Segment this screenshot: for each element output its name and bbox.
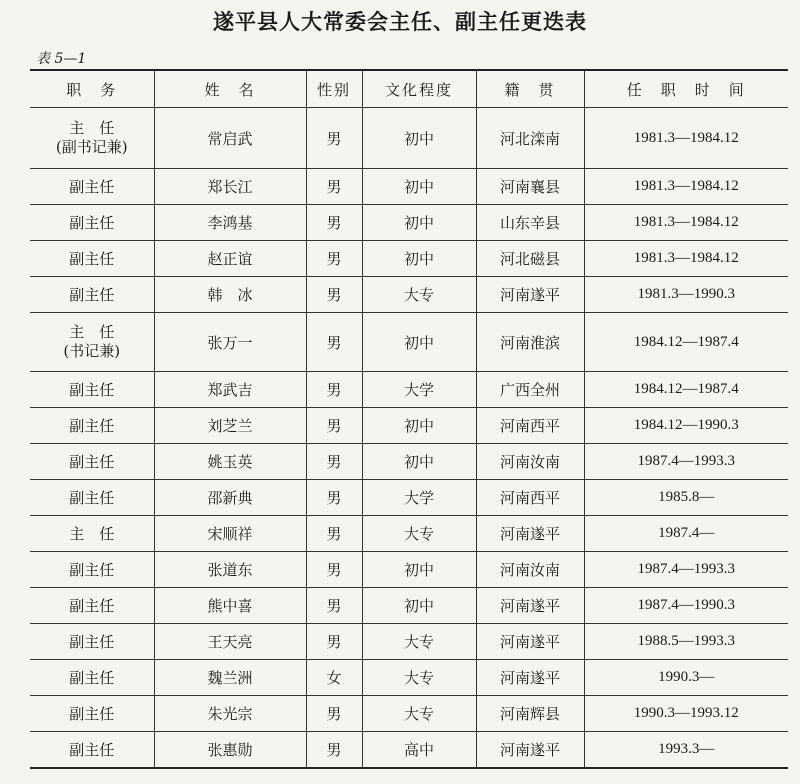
- position-cell: 副主任: [30, 169, 154, 205]
- position-cell: 副主任: [30, 205, 154, 241]
- position-title: 主 任: [69, 323, 115, 341]
- name-cell: 张惠勋: [154, 732, 306, 768]
- position-cell: 副主任: [30, 696, 154, 732]
- table-row: [30, 696, 788, 732]
- position-cell: 副主任: [30, 552, 154, 588]
- gender-cell: 男: [306, 169, 362, 205]
- gender-cell: 男: [306, 372, 362, 408]
- origin-cell: 河北滦南: [476, 108, 584, 169]
- column-header: 籍 贯: [476, 70, 584, 108]
- term-cell: 1990.3—1993.12: [584, 696, 788, 732]
- name-cell: 常启武: [154, 108, 306, 169]
- education-cell: 初中: [362, 205, 476, 241]
- term-cell: 1988.5—1993.3: [584, 624, 788, 660]
- term-cell: 1987.4—1993.3: [584, 552, 788, 588]
- term-cell: 1987.4—1993.3: [584, 444, 788, 480]
- table-row: [30, 588, 788, 624]
- position-title: 主 任: [69, 119, 115, 137]
- table-row: [30, 552, 788, 588]
- table-row: [30, 408, 788, 444]
- position-cell: [30, 108, 154, 169]
- position-cell: 副主任: [30, 588, 154, 624]
- gender-cell: 男: [306, 241, 362, 277]
- name-cell: 姚玉英: [154, 444, 306, 480]
- term-cell: 1984.12—1987.4: [584, 313, 788, 372]
- name-cell: 韩 冰: [154, 277, 306, 313]
- term-cell: 1987.4—: [584, 516, 788, 552]
- name-cell: 赵正谊: [154, 241, 306, 277]
- origin-cell: 河南遂平: [476, 277, 584, 313]
- origin-cell: 河南遂平: [476, 516, 584, 552]
- table-row: [30, 241, 788, 277]
- term-cell: 1990.3—: [584, 660, 788, 696]
- officials-table: [30, 69, 788, 769]
- gender-cell: 男: [306, 516, 362, 552]
- table-row: [30, 732, 788, 768]
- table-row: [30, 660, 788, 696]
- column-header: 性别: [306, 70, 362, 108]
- gender-cell: 男: [306, 480, 362, 516]
- table-row: [30, 372, 788, 408]
- table-row: [30, 516, 788, 552]
- education-cell: 大专: [362, 660, 476, 696]
- position-cell: 副主任: [30, 241, 154, 277]
- name-cell: 郑武吉: [154, 372, 306, 408]
- origin-cell: 河南辉县: [476, 696, 584, 732]
- name-cell: 宋顺祥: [154, 516, 306, 552]
- origin-cell: 山东辛县: [476, 205, 584, 241]
- gender-cell: 男: [306, 624, 362, 660]
- name-cell: 刘芝兰: [154, 408, 306, 444]
- education-cell: 初中: [362, 588, 476, 624]
- column-header: 职 务: [66, 80, 118, 99]
- name-cell: 李鸿基: [154, 205, 306, 241]
- education-cell: 初中: [362, 408, 476, 444]
- position-cell: 副主任: [30, 624, 154, 660]
- gender-cell: 男: [306, 108, 362, 169]
- education-cell: 初中: [362, 552, 476, 588]
- position-cell: 主 任: [30, 516, 154, 552]
- position-cell: 副主任: [30, 277, 154, 313]
- name-cell: 熊中喜: [154, 588, 306, 624]
- education-cell: 大学: [362, 480, 476, 516]
- position-note: (书记兼): [63, 342, 121, 360]
- origin-cell: 河南遂平: [476, 624, 584, 660]
- gender-cell: 男: [306, 696, 362, 732]
- position-cell: 副主任: [30, 372, 154, 408]
- position-cell: [30, 313, 154, 372]
- term-cell: 1993.3—: [584, 732, 788, 768]
- position-cell: 副主任: [30, 408, 154, 444]
- gender-cell: 男: [306, 313, 362, 372]
- name-cell: 王天亮: [154, 624, 306, 660]
- origin-cell: 河南襄县: [476, 169, 584, 205]
- term-cell: 1981.3—1984.12: [584, 169, 788, 205]
- education-cell: 初中: [362, 444, 476, 480]
- name-cell: 邵新典: [154, 480, 306, 516]
- term-cell: 1984.12—1987.4: [584, 372, 788, 408]
- position-note: (副书记兼): [55, 138, 128, 156]
- table-number: 表 5—1: [36, 51, 87, 67]
- term-cell: 1984.12—1990.3: [584, 408, 788, 444]
- education-cell: 大学: [362, 372, 476, 408]
- education-cell: 大专: [362, 624, 476, 660]
- table-row: [30, 169, 788, 205]
- name-cell: 郑长江: [154, 169, 306, 205]
- table-row: [30, 313, 788, 372]
- term-cell: 1981.3—1984.12: [584, 241, 788, 277]
- education-cell: 初中: [362, 313, 476, 372]
- origin-cell: 河南遂平: [476, 732, 584, 768]
- gender-cell: 男: [306, 205, 362, 241]
- name-cell: 魏兰洲: [154, 660, 306, 696]
- origin-cell: 河南淮滨: [476, 313, 584, 372]
- table-title: 遂平县人大常委会主任、副主任更迭表: [213, 9, 587, 34]
- position-cell: 副主任: [30, 480, 154, 516]
- name-cell: 张万一: [154, 313, 306, 372]
- table-row: [30, 480, 788, 516]
- table-row: [30, 277, 788, 313]
- name-cell: 张道东: [154, 552, 306, 588]
- position-cell: 副主任: [30, 660, 154, 696]
- gender-cell: 男: [306, 588, 362, 624]
- gender-cell: 女: [306, 660, 362, 696]
- origin-cell: 广西全州: [476, 372, 584, 408]
- education-cell: 大专: [362, 516, 476, 552]
- education-cell: 初中: [362, 169, 476, 205]
- origin-cell: 河南遂平: [476, 588, 584, 624]
- term-cell: 1987.4—1990.3: [584, 588, 788, 624]
- education-cell: 初中: [362, 241, 476, 277]
- column-header: 姓 名: [154, 70, 306, 108]
- education-cell: 初中: [362, 108, 476, 169]
- origin-cell: 河北磁县: [476, 241, 584, 277]
- term-cell: 1981.3—1990.3: [584, 277, 788, 313]
- origin-cell: 河南西平: [476, 408, 584, 444]
- position-cell: 副主任: [30, 732, 154, 768]
- gender-cell: 男: [306, 732, 362, 768]
- header-row: [30, 70, 788, 108]
- origin-cell: 河南西平: [476, 480, 584, 516]
- education-cell: 高中: [362, 732, 476, 768]
- gender-cell: 男: [306, 408, 362, 444]
- education-cell: 大专: [362, 696, 476, 732]
- name-cell: 朱光宗: [154, 696, 306, 732]
- column-header: 文化程度: [362, 70, 476, 108]
- column-header: 任 职 时 间: [584, 70, 788, 108]
- gender-cell: 男: [306, 444, 362, 480]
- table-row: [30, 624, 788, 660]
- origin-cell: 河南汝南: [476, 552, 584, 588]
- gender-cell: 男: [306, 277, 362, 313]
- table-row: [30, 205, 788, 241]
- term-cell: 1985.8—: [584, 480, 788, 516]
- education-cell: 大专: [362, 277, 476, 313]
- term-cell: 1981.3—1984.12: [584, 205, 788, 241]
- position-cell: 副主任: [30, 444, 154, 480]
- term-cell: 1981.3—1984.12: [584, 108, 788, 169]
- origin-cell: 河南汝南: [476, 444, 584, 480]
- origin-cell: 河南遂平: [476, 660, 584, 696]
- table-row: [30, 444, 788, 480]
- gender-cell: 男: [306, 552, 362, 588]
- table-row: [30, 108, 788, 169]
